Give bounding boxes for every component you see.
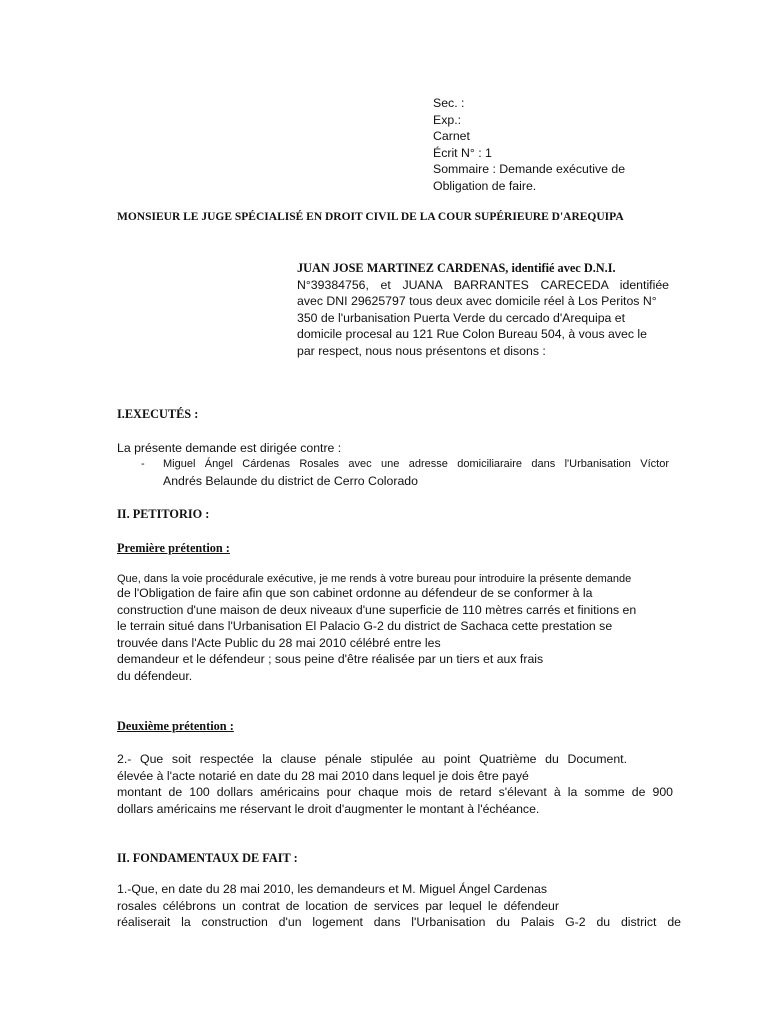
header-carnet: Carnet [433, 129, 470, 144]
facts-line: rosales célébrons un contrat de location de services par lequel le défendeur [117, 898, 559, 913]
bullet-dash: - [141, 458, 145, 470]
parties-line: domicile procesal au 121 Rue Colon Bureau 504, à vous avec le [297, 327, 647, 342]
header-exp: Exp.: [433, 112, 462, 127]
section-executes-heading: I.EXECUTÉS : [117, 407, 199, 421]
parties-line: N°39384756, et JUANA BARRANTES CARECEDA identifiée [297, 277, 669, 292]
section-executes-intro: La présente demande est dirigée contre : [117, 441, 342, 455]
parties-name: JUAN JOSE MARTINEZ CARDENAS, identifié avec D.N.I. [297, 261, 616, 275]
defendant-line: Andrés Belaunde du district de Cerro Colorado [163, 474, 418, 488]
claim1-line: du défendeur. [117, 668, 193, 683]
claim1-heading: Première prétention : [117, 541, 230, 555]
facts-body [117, 881, 681, 931]
parties-paragraph [297, 260, 669, 360]
section-fondamentaux-heading: II. FONDAMENTAUX DE FAIT : [117, 851, 298, 865]
claim1-line: de l'Obligation de faire afin que son cabinet ordonne au défendeur de se conformer à la [117, 586, 593, 600]
claim2-heading: Deuxième prétention : [117, 719, 234, 733]
parties-line: 350 de l'urbanisation Puerta Verde du cercado d'Arequipa et [297, 310, 626, 325]
claim1-line: le terrain situé dans l'Urbanisation El Palacio G-2 du district de Sachaca cette prestation se [117, 619, 613, 634]
case-header [433, 95, 673, 195]
parties-line: avec DNI 29625797 tous deux avec domicile réel à Los Peritos N° [297, 294, 657, 309]
defendant-line: Miguel Ángel Cárdenas Rosales avec une adresse domiciliaraire dans l'Urbanisation Víctor [163, 458, 669, 470]
claim2-line: montant de 100 dollars américains pour chaque mois de retard s'élevant à la somme de 900 [117, 785, 673, 800]
parties-line: par respect, nous nous présentons et disons : [297, 343, 546, 358]
header-sommaire-cont: Obligation de faire. [433, 178, 537, 193]
court-title: MONSIEUR LE JUGE SPÉCIALISÉ EN DROIT CIVIL DE LA COUR SUPÉRIEURE D'AREQUIPA [117, 211, 624, 223]
header-sec: Sec. : [433, 96, 465, 110]
claim2-line: 2.- Que soit respectée la clause pénale stipulée au point Quatrième du Document. [117, 752, 627, 766]
header-sommaire: Sommaire : Demande exécutive de [433, 162, 626, 177]
claim2-body [117, 751, 673, 817]
claim1-body [117, 585, 677, 685]
section-petitorio-heading: II. PETITORIO : [117, 507, 210, 521]
claim1-line: demandeur et le défendeur ; sous peine d'être réalisée par un tiers et aux frais [117, 652, 544, 667]
claim2-line: élevée à l'acte notarié en date du 28 mai 2010 dans lequel je dois être payé [117, 768, 529, 783]
facts-line: 1.-Que, en date du 28 mai 2010, les demandeurs et M. Miguel Ángel Cardenas [117, 882, 547, 896]
header-ecrit: Écrit N° : 1 [433, 145, 492, 160]
claim1-line: trouvée dans l'Acte Public du 28 mai 2010 célébré entre les [117, 635, 441, 650]
claim1-first-line: Que, dans la voie procédurale exécutive, je me rends à votre bureau pour introduire la présente demande [117, 573, 632, 585]
facts-line: réaliserait la construction d'un logement dans l'Urbanisation du Palais G-2 du district de [117, 915, 681, 930]
claim1-line: construction d'une maison de deux niveaux d'une superficie de 110 mètres carrés et finitions en [117, 602, 637, 617]
claim2-line: dollars américains me réservant le droit d'augmenter le montant à l'échéance. [117, 801, 540, 816]
